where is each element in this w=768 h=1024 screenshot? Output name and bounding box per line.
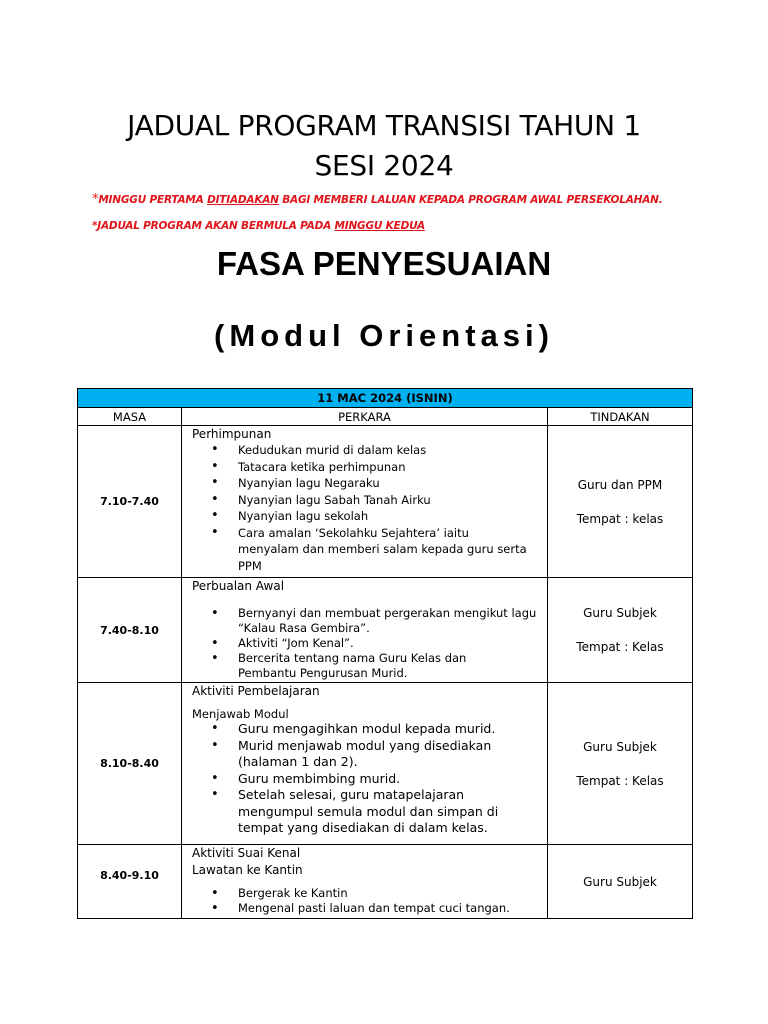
table-row — [78, 845, 693, 919]
list-item: • Kedudukan murid di dalam kelas — [238, 442, 547, 459]
time-cell: 8.40-9.10 — [78, 845, 182, 919]
note-second-week-underlined: MINGGU KEDUA — [334, 220, 425, 232]
activity-cell — [182, 683, 548, 845]
list-item: • Nyanyian lagu Negaraku — [238, 475, 547, 492]
action-place: Tempat : Kelas — [576, 773, 664, 788]
title-line-1: JADUAL PROGRAM TRANSISI TAHUN 1 — [127, 109, 641, 142]
activity-list — [192, 606, 547, 681]
action-place: Tempat : kelas — [576, 511, 664, 526]
day-header-row — [78, 389, 693, 408]
day-label: 11 MAC 2024 (ISNIN) — [78, 389, 693, 408]
note-first-week-part1: MINGGU PERTAMA — [98, 194, 208, 206]
note-first-week — [92, 192, 663, 207]
schedule-table — [77, 388, 693, 919]
activity-cell — [182, 578, 548, 683]
list-item: • Nyanyian lagu Sabah Tanah Airku — [238, 492, 547, 509]
activity-heading-2: Lawatan ke Kantin — [192, 863, 303, 877]
list-item: • Bergerak ke Kantin — [238, 886, 547, 901]
list-item: • Bercerita tentang nama Guru Kelas dan Pembantu Pengurusan Murid. — [238, 651, 547, 681]
list-item: • Nyanyian lagu sekolah — [238, 508, 547, 525]
time-cell: 7.40-8.10 — [78, 578, 182, 683]
list-item: • Murid menjawab modul yang disediakan (halaman 1 dan 2). — [238, 738, 547, 771]
action-person: Guru Subjek — [583, 739, 657, 754]
action-person: Guru Subjek — [583, 606, 657, 620]
list-item: • Setelah selesai, guru matapelajaran mengumpul semula modul dan simpan di tempat yang disediakan di dalam kelas. — [238, 787, 547, 837]
column-header-perkara: PERKARA — [182, 408, 548, 426]
action-place: Tempat : Kelas — [576, 640, 664, 654]
action-person: Guru dan PPM — [577, 477, 663, 492]
list-item: • Guru mengagihkan modul kepada murid. — [238, 721, 547, 738]
table-row — [78, 426, 693, 578]
column-header-row — [78, 408, 693, 426]
action-cell — [548, 683, 693, 845]
note-first-week-part2: BAGI MEMBERI LALUAN KEPADA PROGRAM AWAL PERSEKOLAHAN. — [278, 194, 663, 206]
note-first-week-underlined: DITIADAKAN — [207, 194, 279, 206]
note-second-week-part1: *JADUAL PROGRAM AKAN BERMULA PADA — [92, 220, 335, 232]
list-item: • Guru membimbing murid. — [238, 771, 547, 788]
module-title: (Modul Orientasi) — [214, 318, 554, 353]
column-header-tindakan: TINDAKAN — [548, 408, 693, 426]
activity-list — [192, 442, 547, 574]
note-second-week — [92, 220, 425, 232]
time-cell: 8.10-8.40 — [78, 683, 182, 845]
column-header-masa: MASA — [78, 408, 182, 426]
activity-list — [192, 721, 547, 837]
activity-heading: Perhimpunan — [192, 427, 272, 441]
activity-subheading: Menjawab Modul — [192, 707, 289, 721]
list-item: • Cara amalan ‘Sekolahku Sejahtera’ iaitu menyalam dan memberi salam kepada guru serta PPM — [238, 525, 547, 575]
table-row — [78, 578, 693, 683]
activity-list — [192, 886, 547, 916]
title-line-2: SESI 2024 — [314, 149, 454, 182]
activity-cell — [182, 845, 548, 919]
action-cell — [548, 426, 693, 578]
list-item: • Bernyanyi dan membuat pergerakan mengikut lagu “Kalau Rasa Gembira”. — [238, 606, 547, 636]
table-row — [78, 683, 693, 845]
phase-title: FASA PENYESUAIAN — [216, 245, 552, 282]
list-item: • Tatacara ketika perhimpunan — [238, 459, 547, 476]
activity-heading: Aktiviti Suai Kenal — [192, 846, 301, 860]
note-star: * — [92, 192, 99, 207]
action-cell — [548, 845, 693, 919]
action-person: Guru Subjek — [583, 874, 657, 889]
activity-heading: Perbualan Awal — [192, 579, 285, 593]
time-cell: 7.10-7.40 — [78, 426, 182, 578]
activity-cell — [182, 426, 548, 578]
action-cell — [548, 578, 693, 683]
list-item: • Mengenal pasti laluan dan tempat cuci tangan. — [238, 901, 547, 916]
list-item: • Aktiviti “Jom Kenal”. — [238, 636, 547, 651]
activity-heading: Aktiviti Pembelajaran — [192, 684, 320, 698]
